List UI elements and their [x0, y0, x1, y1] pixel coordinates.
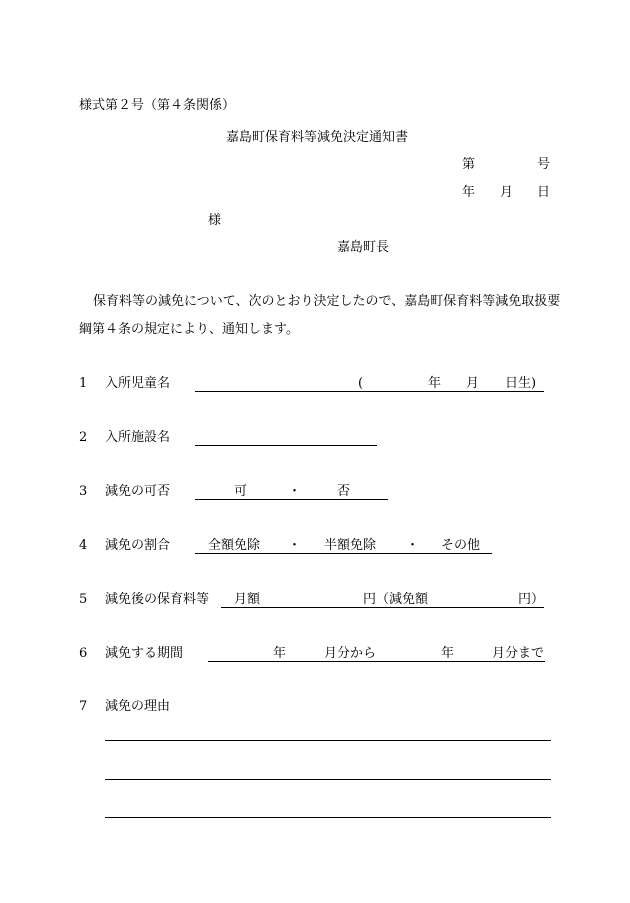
- item-6-month-from: 月分から: [324, 646, 377, 661]
- item-5-underline: [221, 607, 544, 608]
- form-label: 様式第２号（第４条関係）: [79, 98, 236, 113]
- item-3-number: 3: [79, 484, 88, 499]
- item-6-year-from: 年: [273, 646, 287, 661]
- item-3-dot: ・: [288, 484, 302, 499]
- item-7-number: 7: [79, 699, 88, 714]
- item-6-number: 6: [79, 646, 88, 661]
- addressee-suffix: 様: [208, 213, 222, 228]
- doc-number-dai: 第: [462, 157, 476, 172]
- item-2-label: 入所施設名: [105, 430, 171, 445]
- item-1-paren-open: (: [358, 376, 364, 391]
- item-1-month: 月: [466, 376, 480, 391]
- item-4-label: 減免の割合: [105, 538, 171, 553]
- item-6-year-until: 年: [441, 646, 455, 661]
- body-line-1: 保育料等の減免について、次のとおり決定したので、嘉島町保育料等減免取扱要: [93, 294, 561, 309]
- reason-line-3: [105, 817, 551, 818]
- reason-line-1: [105, 740, 551, 741]
- item-3-no: 否: [337, 484, 351, 499]
- item-5-label: 減免後の保育料等: [105, 592, 210, 607]
- item-5-number: 5: [79, 592, 88, 607]
- document-title: 嘉島町保育料等減免決定通知書: [226, 130, 409, 145]
- item-4-underline: [195, 553, 492, 554]
- item-6-underline: [208, 661, 545, 662]
- item-2-number: 2: [79, 430, 88, 445]
- item-1-underline: [195, 391, 544, 392]
- item-3-yes: 可: [234, 484, 248, 499]
- doc-number-go: 号: [537, 157, 551, 172]
- item-4-half-exemption: 半額免除: [324, 538, 377, 553]
- item-4-dot-2: ・: [406, 538, 420, 553]
- item-5-monthly: 月額: [234, 592, 261, 607]
- item-4-dot-1: ・: [288, 538, 302, 553]
- item-6-label: 減免する期間: [105, 646, 184, 661]
- date-month: 月: [500, 185, 514, 200]
- item-5-yen-reduction: 円（減免額: [363, 592, 429, 607]
- item-3-label: 減免の可否: [105, 484, 171, 499]
- date-year: 年: [462, 185, 476, 200]
- item-2-underline: [195, 445, 377, 446]
- item-7-label: 減免の理由: [105, 699, 171, 714]
- item-1-label: 入所児童名: [105, 376, 171, 391]
- item-1-year: 年: [428, 376, 442, 391]
- item-5-yen-close: 円）: [518, 592, 545, 607]
- item-6-month-until: 月分まで: [492, 646, 545, 661]
- item-1-number: 1: [79, 376, 88, 391]
- item-3-underline: [195, 499, 388, 500]
- item-4-other: その他: [441, 538, 481, 553]
- item-4-number: 4: [79, 538, 88, 553]
- issuer: 嘉島町長: [337, 240, 390, 255]
- item-1-birth: 日生): [505, 376, 537, 391]
- body-line-2: 綱第４条の規定により、通知します。: [79, 322, 299, 337]
- reason-line-2: [105, 779, 551, 780]
- item-4-full-exemption: 全額免除: [208, 538, 261, 553]
- date-day: 日: [537, 185, 551, 200]
